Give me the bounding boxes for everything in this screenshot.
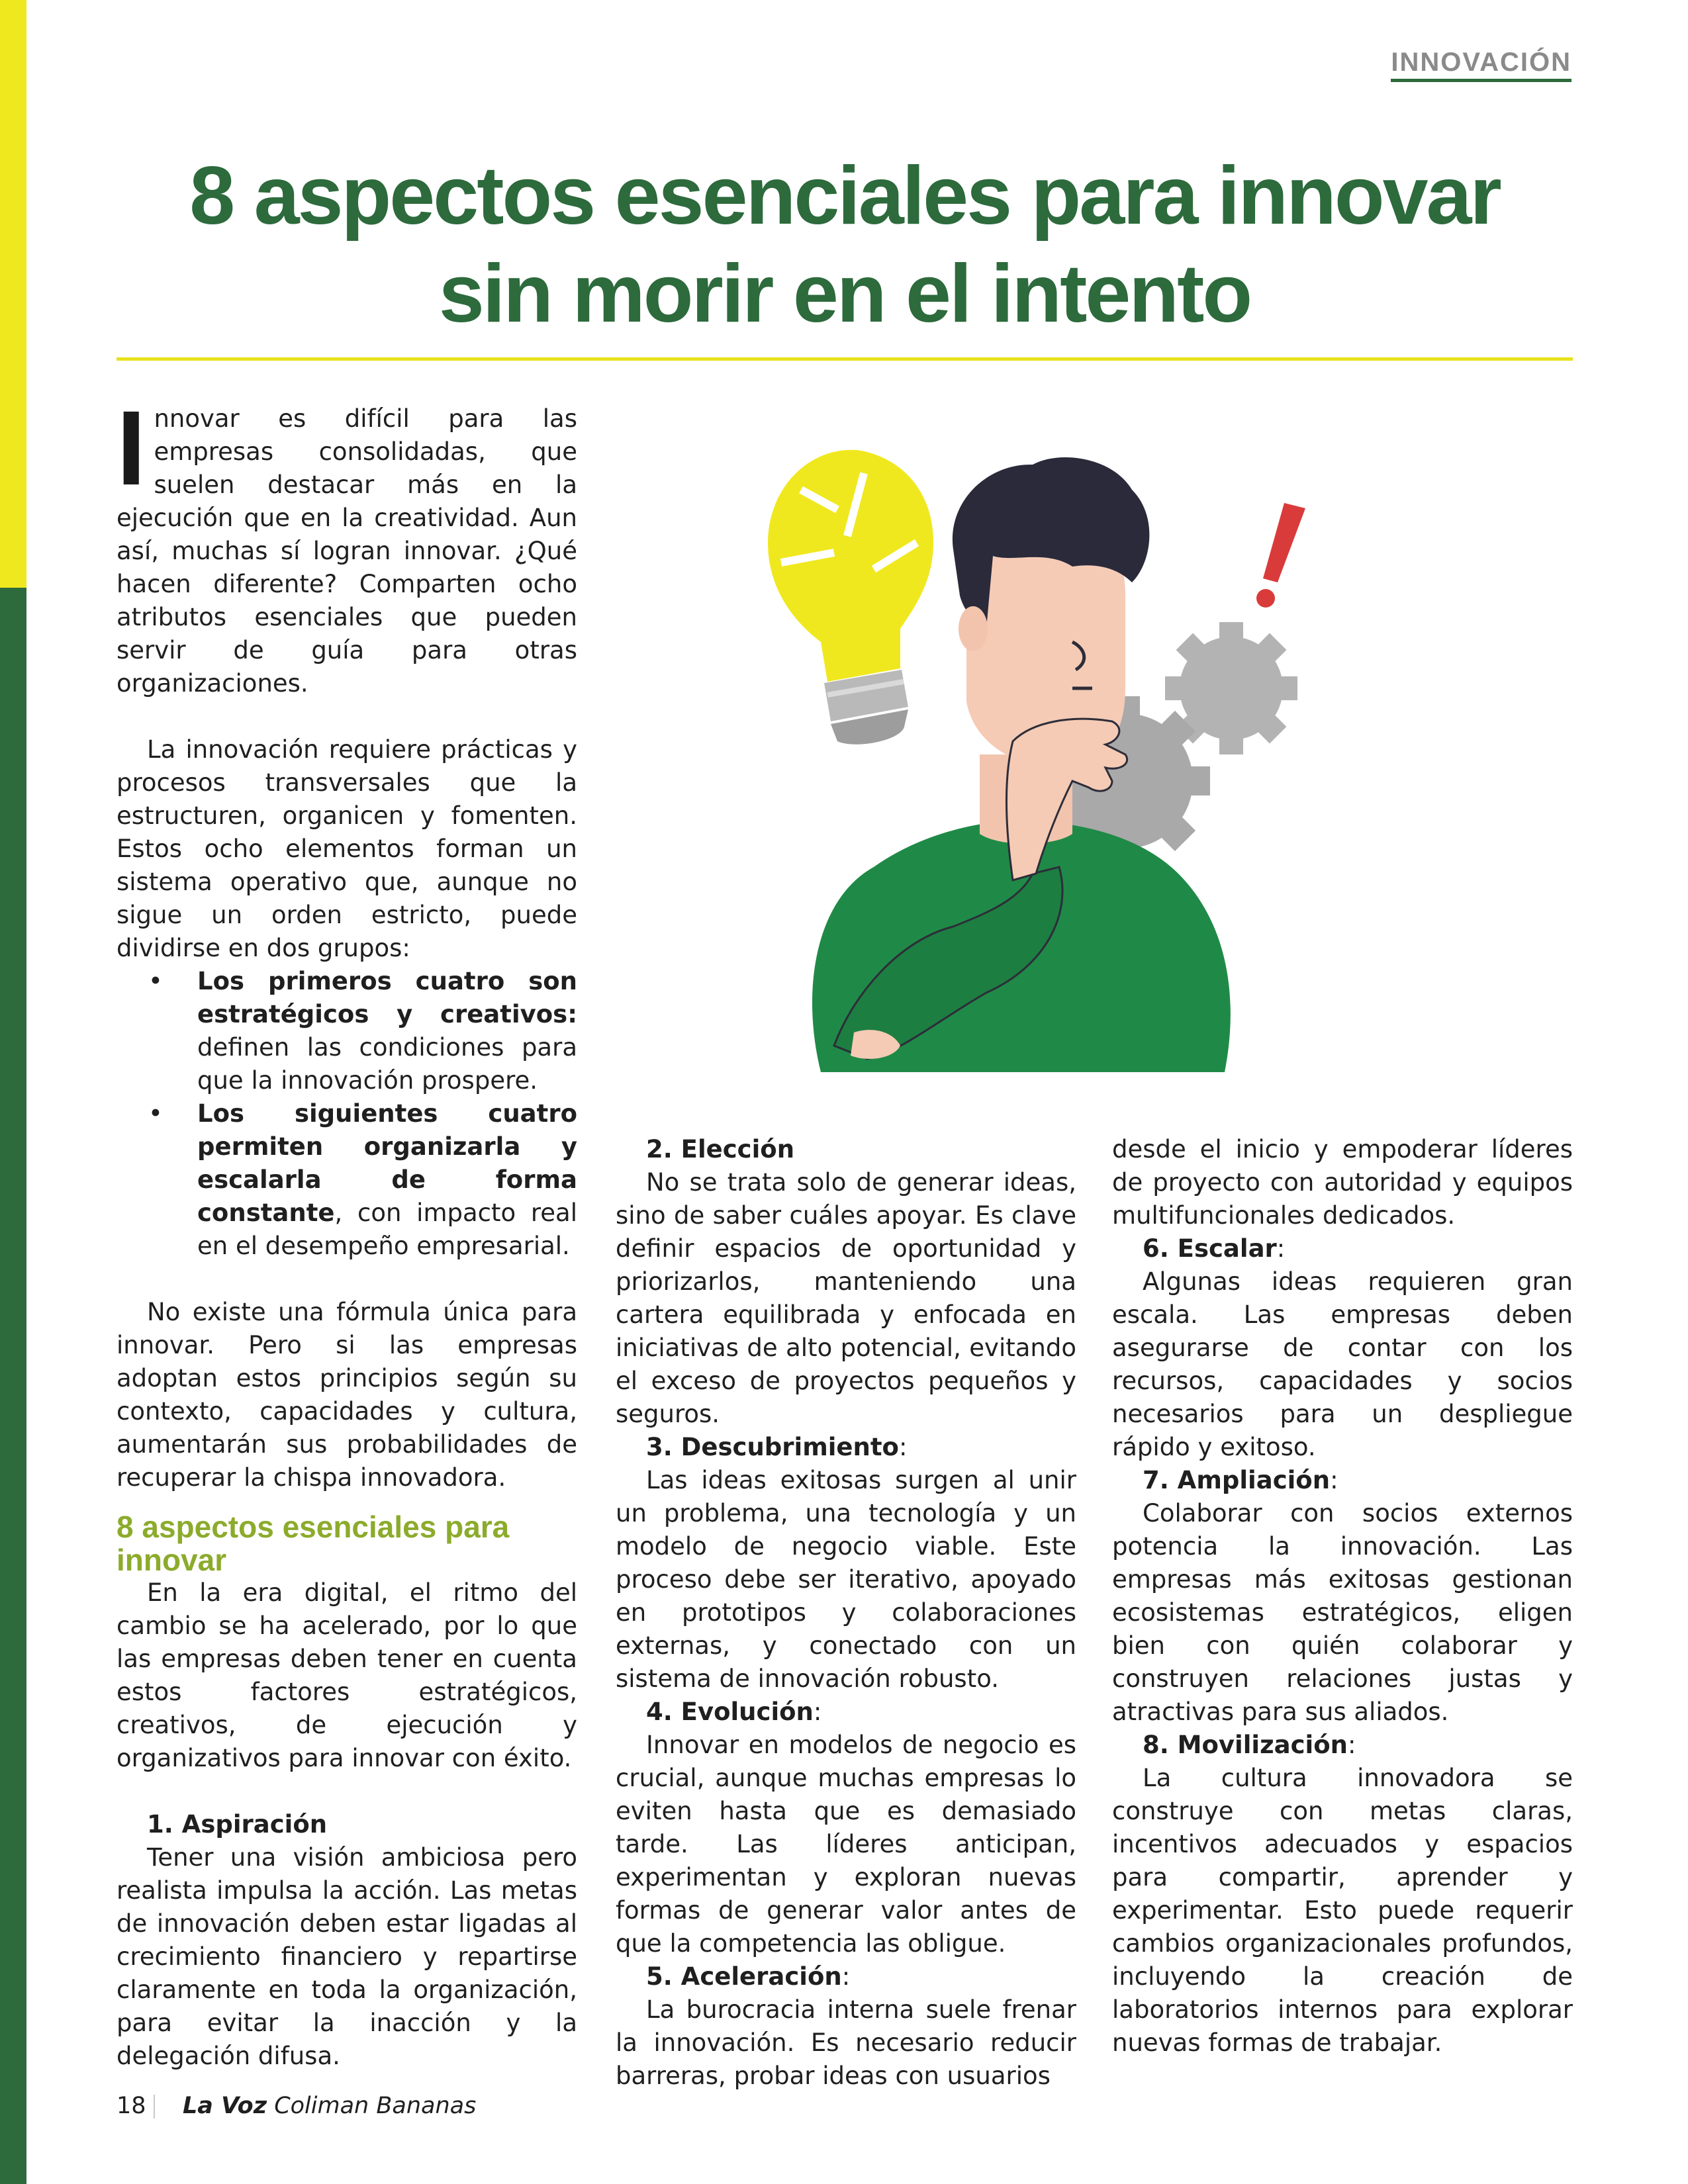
item-2-title: 2. Elección [646,1135,795,1163]
bullet-2-bold: Los siguientes cuatro permiten organizarla y escalarla de forma constante [197,1099,577,1227]
page-number: 18 [117,2093,146,2119]
magazine-name-bold: La Voz [183,2093,267,2119]
item-6-text: Algunas ideas requieren gran escala. Las empresas deben asegurarse de contar con los recursos, capacidades y socios necesarios para un despliegue rápido y exitoso. [1112,1267,1573,1461]
item-7-title-text: 7. Ampliación [1143,1466,1331,1494]
item-4-text: Innovar en modelos de negocio es crucial, aunque muchas empresas lo eviten hasta que es demasiado tarde. Las líderes anticipan, experimentan y exploran nuevas formas de generar valor antes de que la competencia las obligue. [616,1731,1076,1958]
page-footer [117,2093,476,2119]
intro-paragraph-1-text: nnovar es difícil para las empresas consolidadas, que suelen destacar más en la ejecución que en la creatividad. Aun así, muchas sí logran innovar. ¿Qué hacen diferente? Comparten ocho atributos esenciales que pueden servir de guía para otras organizaciones. [117,404,577,698]
title-rule [117,357,1573,361]
list-item [197,1097,577,1263]
intro-paragraph-1 [117,388,577,700]
thinking-person-illustration [702,410,1337,1085]
title-line-1: 8 aspectos esenciales para innovar [189,150,1500,242]
item-1-title: 1. Aspiración [147,1810,328,1839]
item-8-title-text: 8. Movilización [1143,1731,1348,1759]
item-3-title: 3. Descubrimiento: [646,1433,908,1461]
column-1 [117,388,577,2073]
column-3 [1112,1133,1573,2060]
item-4-title-text: 4. Evolución [646,1698,814,1726]
bullet-1-bold: Los primeros cuatro son estratégicos y creativos: [197,967,577,1028]
bullet-list [117,965,577,1263]
item-1-text: Tener una visión ambiciosa pero realista impulsa la acción. Las metas de innovación deben estar ligadas al crecimiento financiero y repartirse claramente en toda la organización, para evitar la inacción y la delegación difusa. [117,1843,577,2070]
item-5-title-text: 5. Aceleración [646,1962,842,1991]
item-5-text-a: La burocracia interna suele frenar la innovación. Es necesario reducir barreras, probar ideas con usuarios [616,1995,1076,2090]
item-8-text: La cultura innovadora se construye con metas claras, incentivos adecuados y espacios para compartir, aprender y experimentar. Esto puede requerir cambios organizacionales profundos, incluyendo la creación de laboratorios internos para explorar nuevas formas de trabajar. [1112,1764,1573,2057]
title-line-2: sin morir en el intento [438,248,1251,340]
item-7-title: 7. Ampliación: [1143,1466,1338,1494]
side-bar-green [0,588,26,2184]
item-4-title: 4. Evolución: [646,1698,822,1726]
footer-divider [154,2095,155,2118]
bullet-2-text: , con impacto real en el desempeño empresarial. [197,1199,577,1260]
column-2 [616,1133,1076,2093]
lightbulb-puzzle-icon [768,450,933,745]
side-bar-yellow [0,0,26,588]
intro-paragraph-2: La innovación requiere prácticas y procesos transversales que la estructuren, organicen y fomenten. Estos ocho elementos forman un sistema operativo que, aunque no sigue un orden estricto, puede dividirse en dos grupos: [117,735,577,962]
intro-paragraph-3: No existe una fórmula única para innovar. Pero si las empresas adoptan estos principios según su contexto, capacidades y cultura, aumentarán sus probabilidades de recuperar la chispa innovadora. [117,1298,577,1492]
magazine-name-rest: Coliman Bananas [267,2093,477,2119]
item-5-title: 5. Aceleración: [646,1962,851,1991]
item-3-title-text: 3. Descubrimiento [646,1433,899,1461]
bullet-1-text: definen las condiciones para que la innovación prospere. [197,1033,577,1095]
item-2-text: No se trata solo de generar ideas, sino de saber cuáles apoyar. Es clave definir espacios de oportunidad y priorizarlos, manteniendo una cartera equilibrada y enfocada en iniciativas de alto potencial, evitando el exceso de proyectos pequeños y seguros. [616,1168,1076,1428]
drop-cap: I [117,388,146,507]
item-6-title: 6. Escalar: [1143,1234,1286,1263]
list-item [197,965,577,1097]
section-subhead: 8 aspectos esenciales para innovar [117,1510,510,1577]
page-title [117,147,1573,343]
item-5-text-b: desde el inicio y empoderar líderes de proyecto con autoridad y equipos multifuncionales dedicados. [1112,1135,1573,1230]
item-3-text: Las ideas exitosas surgen al unir un problema, una tecnología y un modelo de negocio viable. Este proceso debe ser iterativo, apoyado en prototipos y colaboraciones externas, y conectado con un sistema de innovación robusto. [616,1466,1076,1693]
item-6-title-text: 6. Escalar [1143,1234,1277,1263]
subhead-paragraph: En la era digital, el ritmo del cambio se ha acelerado, por lo que las empresas deben tener en cuenta estos factores estratégicos, creativos, de ejecución y organizativos para innovar con éxito. [117,1578,577,1772]
item-8-title: 8. Movilización: [1143,1731,1356,1759]
exclamation-icon [1256,503,1305,608]
section-tag: INNOVACIÓN [1391,48,1571,82]
item-7-text: Colaborar con socios externos potencia la innovación. Las empresas más exitosas gestionan ecosistemas estratégicos, eligen bien con quién colaborar y construyen relaciones justas y atractivas para sus aliados. [1112,1499,1573,1726]
